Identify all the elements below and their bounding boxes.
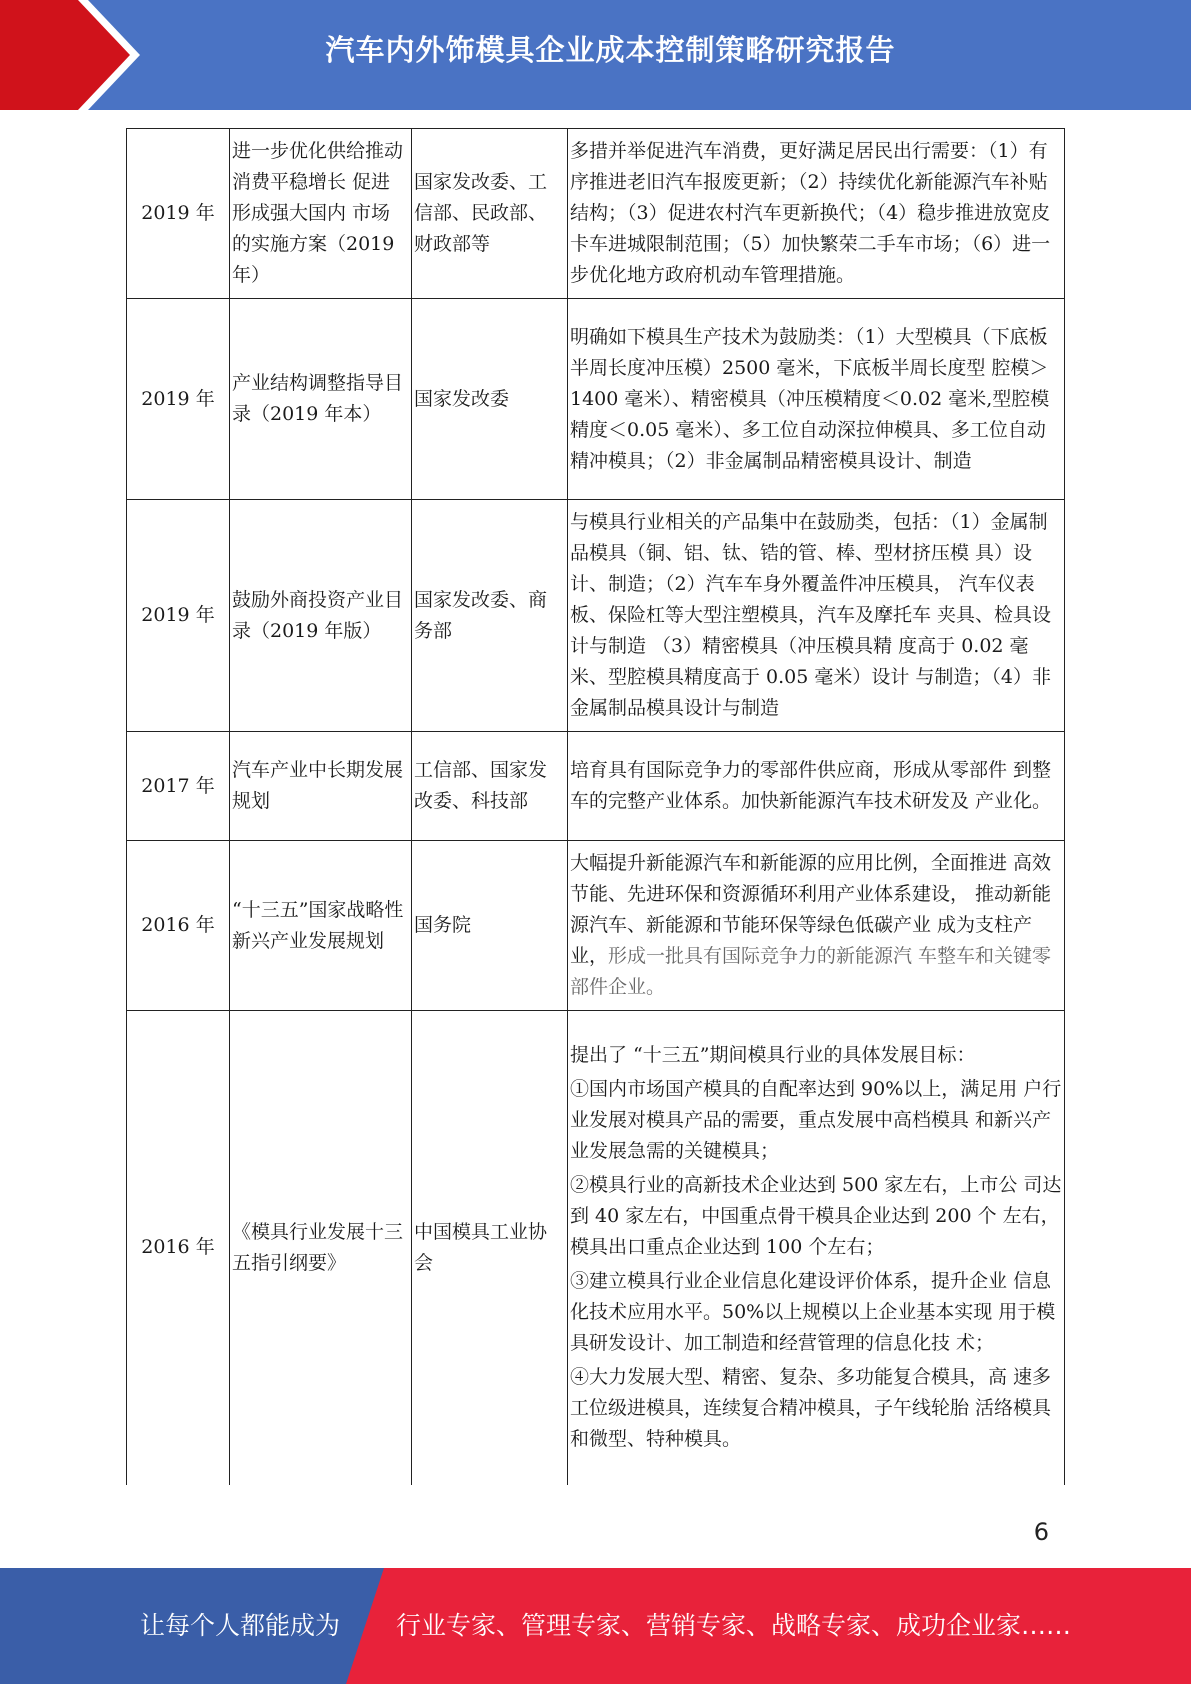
content-paragraph: 多措并举促进汽车消费，更好满足居民出行需要：（1）有序推进老旧汽车报废更新；（2）持续优化新能源汽车补贴结构；（3）促进农村汽车更新换代；（4）稳步推进放宽皮卡车进城限制范围；（5）加快繁荣二手车市场；（6）进一步优化地方政府机动车管理措施。 [570, 140, 1051, 286]
content-cell [568, 732, 1065, 841]
report-title: 汽车内外饰模具企业成本控制策略研究报告 [325, 33, 896, 67]
department-cell: 国家发改委、工信部、民政部、财政部等 [412, 129, 568, 299]
table-row [127, 299, 1065, 500]
year-cell: 2019 年 [127, 299, 230, 500]
policy-name-cell: 汽车产业中长期发展规划 [230, 732, 412, 841]
content-paragraph: ②模具行业的高新技术企业达到 500 家左右，上市公 司达到 40 家左右，中国重点骨干模具企业达到 200 个 左右，模具出口重点企业达到 100 个左右； [570, 1174, 1062, 1259]
table-row [127, 841, 1065, 1011]
department-cell: 国家发改委 [412, 299, 568, 500]
table-row [127, 1011, 1065, 1485]
content-paragraph: 提出了 “十三五”期间模具行业的具体发展目标： [570, 1044, 976, 1067]
content-paragraph: 与模具行业相关的产品集中在鼓励类，包括：（1）金属制品模具（铜、铝、钛、锆的管、棒、型材挤压模 具）设计、制造；（2）汽车车身外覆盖件冲压模具， 汽车仪表板、保险杠等大型注塑模具，汽车及摩托车 夹具、检具设计与制造 （3）精密模具（冲压模具精 度高于 0.02 毫米、型腔模具精度高于 0.05 毫米）设计 与制造；（4）非金属制品模具设计与制造 [570, 511, 1052, 719]
policy-name-cell: 《模具行业发展十三五指引纲要》 [230, 1011, 412, 1485]
content-cell [568, 500, 1065, 732]
year-cell: 2019 年 [127, 500, 230, 732]
content-paragraph [570, 848, 1062, 1003]
table-row [127, 732, 1065, 841]
content-cell [568, 1011, 1065, 1485]
year-cell: 2019 年 [127, 129, 230, 299]
policy-name-cell: 产业结构调整指导目录（2019 年本） [230, 299, 412, 500]
department-cell: 国务院 [412, 841, 568, 1011]
footer-slogan-right: 行业专家、管理专家、营销专家、战略专家、成功企业家…… [396, 1611, 1072, 1640]
table-row [127, 129, 1065, 299]
content-cell [568, 299, 1065, 500]
department-cell: 中国模具工业协会 [412, 1011, 568, 1485]
department-cell: 国家发改委、商务部 [412, 500, 568, 732]
page-footer [0, 1568, 1191, 1684]
policy-name-cell: “十三五”国家战略性新兴产业发展规划 [230, 841, 412, 1011]
content-cell [568, 841, 1065, 1011]
footer-slogan-left: 让每个人都能成为 [140, 1611, 341, 1640]
policy-name-cell: 进一步优化供给推动消费平稳增长 促进形成强大国内 市场的实施方案（2019 年） [230, 129, 412, 299]
year-cell: 2016 年 [127, 841, 230, 1011]
content-text-grey: 形成一批具有国际竞争力的新能源汽 车整车和关键零部件企业。 [570, 945, 1052, 998]
year-cell: 2017 年 [127, 732, 230, 841]
content-paragraph: ④大力发展大型、精密、复杂、多功能复合模具，高 速多工位级进模具，连续复合精冲模具，子午线轮胎 活络模具和微型、特种模具。 [570, 1366, 1052, 1451]
policy-name-cell: 鼓励外商投资产业目录（2019 年版） [230, 500, 412, 732]
policy-table [126, 128, 1065, 1485]
content-paragraph: 培育具有国际竞争力的零部件供应商，形成从零部件 到整车的完整产业体系。加快新能源汽车技术研发及 产业化。 [570, 759, 1052, 812]
page-number: 6 [1033, 1518, 1049, 1546]
table-row [127, 500, 1065, 732]
year-cell: 2016 年 [127, 1011, 230, 1485]
content-paragraph: 明确如下模具生产技术为鼓励类：（1）大型模具（下底板半周长度冲压模）2500 毫米，下底板半周长度型 腔模＞1400 毫米）、精密模具（冲压模精度＜0.02 毫米,型腔模精度＜0.05 毫米）、多工位自动深拉伸模具、多工位自动精冲模具；（2）非金属制品精密模具设计、制造 [570, 325, 1050, 472]
department-cell: 工信部、国家发改委、科技部 [412, 732, 568, 841]
page-header [0, 0, 1191, 110]
content-paragraph: ①国内市场国产模具的自配率达到 90%以上，满足用 户行业发展对模具产品的需要，重点发展中高档模具 和新兴产业发展急需的关键模具； [570, 1078, 1062, 1163]
content-text: 大幅提升新能源汽车和新能源的应用比例，全面推进 高效节能、先进环保和资源循环利用产业体系建设， 推动新能源汽车、新能源和节能环保等绿色低碳产业 成为支柱产业， [570, 852, 1052, 967]
content-paragraph: ③建立模具行业企业信息化建设评价体系，提升企业 信息化技术应用水平。50%以上规模以上企业基本实现 用于模具研发设计、加工制造和经营管理的信息化技 术； [570, 1270, 1056, 1355]
content-cell [568, 129, 1065, 299]
